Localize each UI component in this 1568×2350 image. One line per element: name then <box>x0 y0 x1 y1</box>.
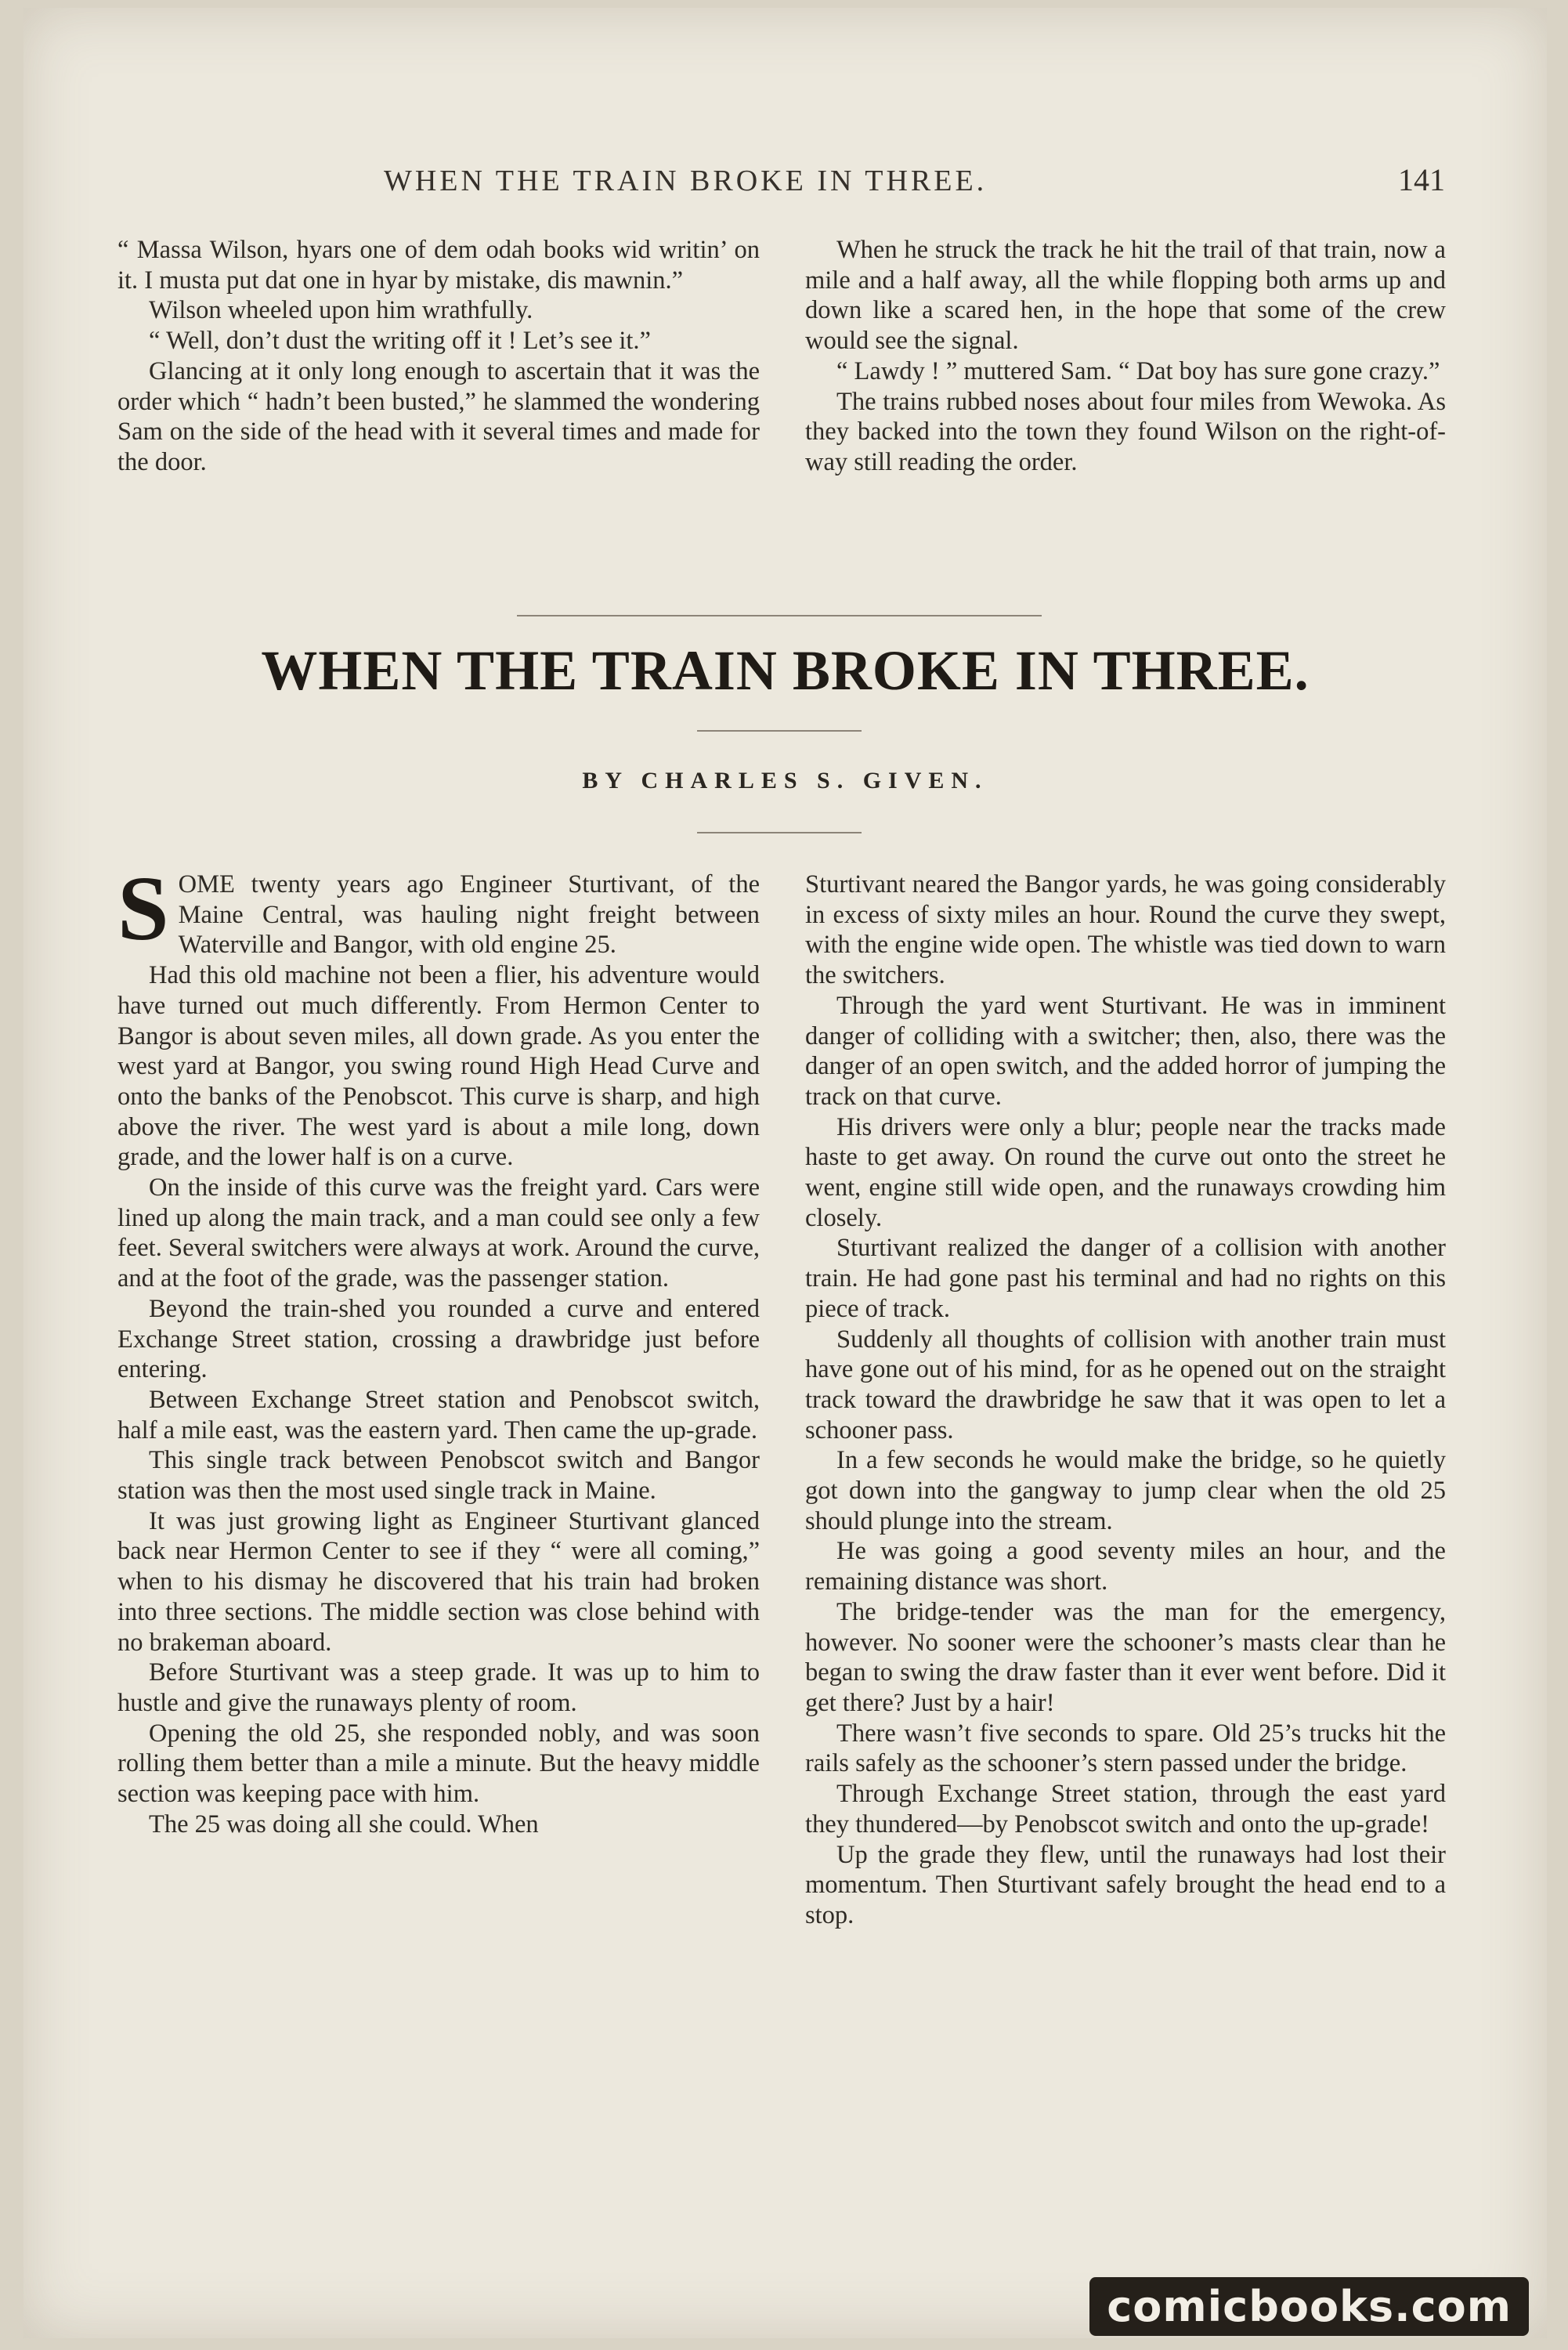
paragraph: There wasn’t five seconds to spare. Old 25’s trucks hit the rails safely as the schooner’s stern passed under the bridge. <box>805 1719 1446 1778</box>
paragraph: The bridge-tender was the man for the emergency, however. No sooner were the schooner’s masts clear than he began to swing the draw faster than it ever went before. Did it get there? Just by a hair! <box>805 1597 1446 1717</box>
paragraph: “ Lawdy ! ” muttered Sam. “ Dat boy has sure gone crazy.” <box>836 356 1440 385</box>
paragraph: On the inside of this curve was the freight yard. Cars were lined up along the main track, and a man could see only a few feet. Several switchers were always at work. Around the curve, and at the foot of the grade, was the passenger station. <box>117 1173 760 1293</box>
paragraph: Up the grade they flew, until the runaways had lost their momentum. Then Sturtivant safely brought the head end to a stop. <box>805 1840 1446 1929</box>
previous-story-left-column <box>117 235 760 478</box>
byline-rule <box>697 832 862 833</box>
opening-text: OME twenty years ago Engineer Sturtivant, of the Maine Central, was hauling night freight between Waterville and Bangor, with old engine 25. <box>178 870 760 960</box>
paragraph: Sturtivant realized the danger of a collision with another train. He had gone past his terminal and had no rights on this piece of track. <box>805 1234 1446 1323</box>
page-number: 141 <box>1398 162 1445 197</box>
title-rule <box>697 730 862 732</box>
paragraph: “ Massa Wilson, hyars one of dem odah books wid writin’ on it. I musta put dat one in hyar by mistake, dis mawnin.” <box>117 236 760 295</box>
paragraph: Suddenly all thoughts of collision with another train must have gone out of his mind, for as he opened out on the straight track toward the drawbridge he saw that it was open to let a schooner pass. <box>805 1325 1446 1444</box>
paragraph: Through Exchange Street station, through the east yard they thundered—by Penobscot switch and onto the up-grade! <box>805 1780 1446 1838</box>
paragraph: Had this old machine not been a flier, his adventure would have turned out much differently. From Hermon Center to Bangor is about seven miles, all down grade. As you enter the west yard at Bangor, you swing round High Head Curve and onto the banks of the Penobscot. This curve is sharp, and high above the river. The west yard is about a mile long, down grade, and the lower half is on a curve. <box>117 961 760 1172</box>
paragraph: In a few seconds he would make the bridge, so he quietly got down into the gangway to jump clear when the old 25 should plunge into the stream. <box>805 1446 1446 1535</box>
paragraph: The trains rubbed noses about four miles from Wewoka. As they backed into the town they found Wilson on the right-of-way still reading the order. <box>805 387 1446 476</box>
byline: BY CHARLES S. GIVEN. <box>582 768 988 794</box>
article-title: WHEN THE TRAIN BROKE IN THREE. <box>261 639 1310 702</box>
article-right-column <box>805 870 1446 1931</box>
paragraph: This single track between Penobscot switch and Bangor station was then the most used single track in Maine. <box>117 1446 760 1506</box>
paragraph: Between Exchange Street station and Penobscot switch, half a mile east, was the eastern yard. Then came the up-grade. <box>117 1385 760 1444</box>
opening-paragraph <box>117 857 760 960</box>
article-left-column <box>117 857 760 1840</box>
paragraph: It was just growing light as Engineer Sturtivant glanced back near Hermon Center to see if they “ were all coming,” when to his dismay he discovered that his train had broken into three sections. The middle section was close behind with no brakeman aboard. <box>117 1506 760 1657</box>
drop-cap: S <box>117 857 169 960</box>
continued-paragraph: Sturtivant neared the Bangor yards, he was going considerably in excess of sixty miles an hour. Round the curve they swept, with the engine wide open. The whistle was tied down to warn the switchers. <box>805 870 1446 990</box>
running-header <box>384 161 1445 198</box>
watermark-logo: comicbooks.com <box>1089 2277 1529 2336</box>
previous-story-right-column <box>805 235 1446 478</box>
paragraph: He was going a good seventy miles an hour, and the remaining distance was short. <box>805 1537 1446 1596</box>
running-title: WHEN THE TRAIN BROKE IN THREE. <box>384 164 988 197</box>
magazine-page <box>23 8 1547 2338</box>
paragraph: Through the yard went Sturtivant. He was in imminent danger of colliding with a switcher; then, also, there was the danger of an open switch, and the added horror of jumping the track on that curve. <box>805 991 1446 1111</box>
section-divider <box>517 615 1042 616</box>
paragraph: Glancing at it only long enough to ascertain that it was the order which “ hadn’t been busted,” he slammed the wondering Sam on the side of the head with it several times and made for the door. <box>117 356 760 476</box>
paragraph: The 25 was doing all she could. When <box>149 1810 539 1838</box>
paragraph: When he struck the track he hit the trail of that train, now a mile and a half away, all the while flopping both arms up and down like a scared hen, in the hope that some of the crew would see the signal. <box>805 236 1446 356</box>
paragraph: Beyond the train-shed you rounded a curve and entered Exchange Street station, crossing a drawbridge just before entering. <box>117 1294 760 1384</box>
paragraph: Before Sturtivant was a steep grade. It was up to him to hustle and give the runaways plenty of room. <box>117 1658 760 1717</box>
paragraph: His drivers were only a blur; people near the tracks made haste to get away. On round the curve out onto the street he went, engine still wide open, and the runaways crowding him closely. <box>805 1112 1446 1232</box>
paragraph: Opening the old 25, she responded nobly, and was soon rolling them better than a mile a minute. But the heavy middle section was keeping pace with him. <box>117 1719 760 1809</box>
paragraph: “ Well, don’t dust the writing off it ! Let’s see it.” <box>149 327 651 356</box>
paragraph: Wilson wheeled upon him wrathfully. <box>149 296 533 325</box>
